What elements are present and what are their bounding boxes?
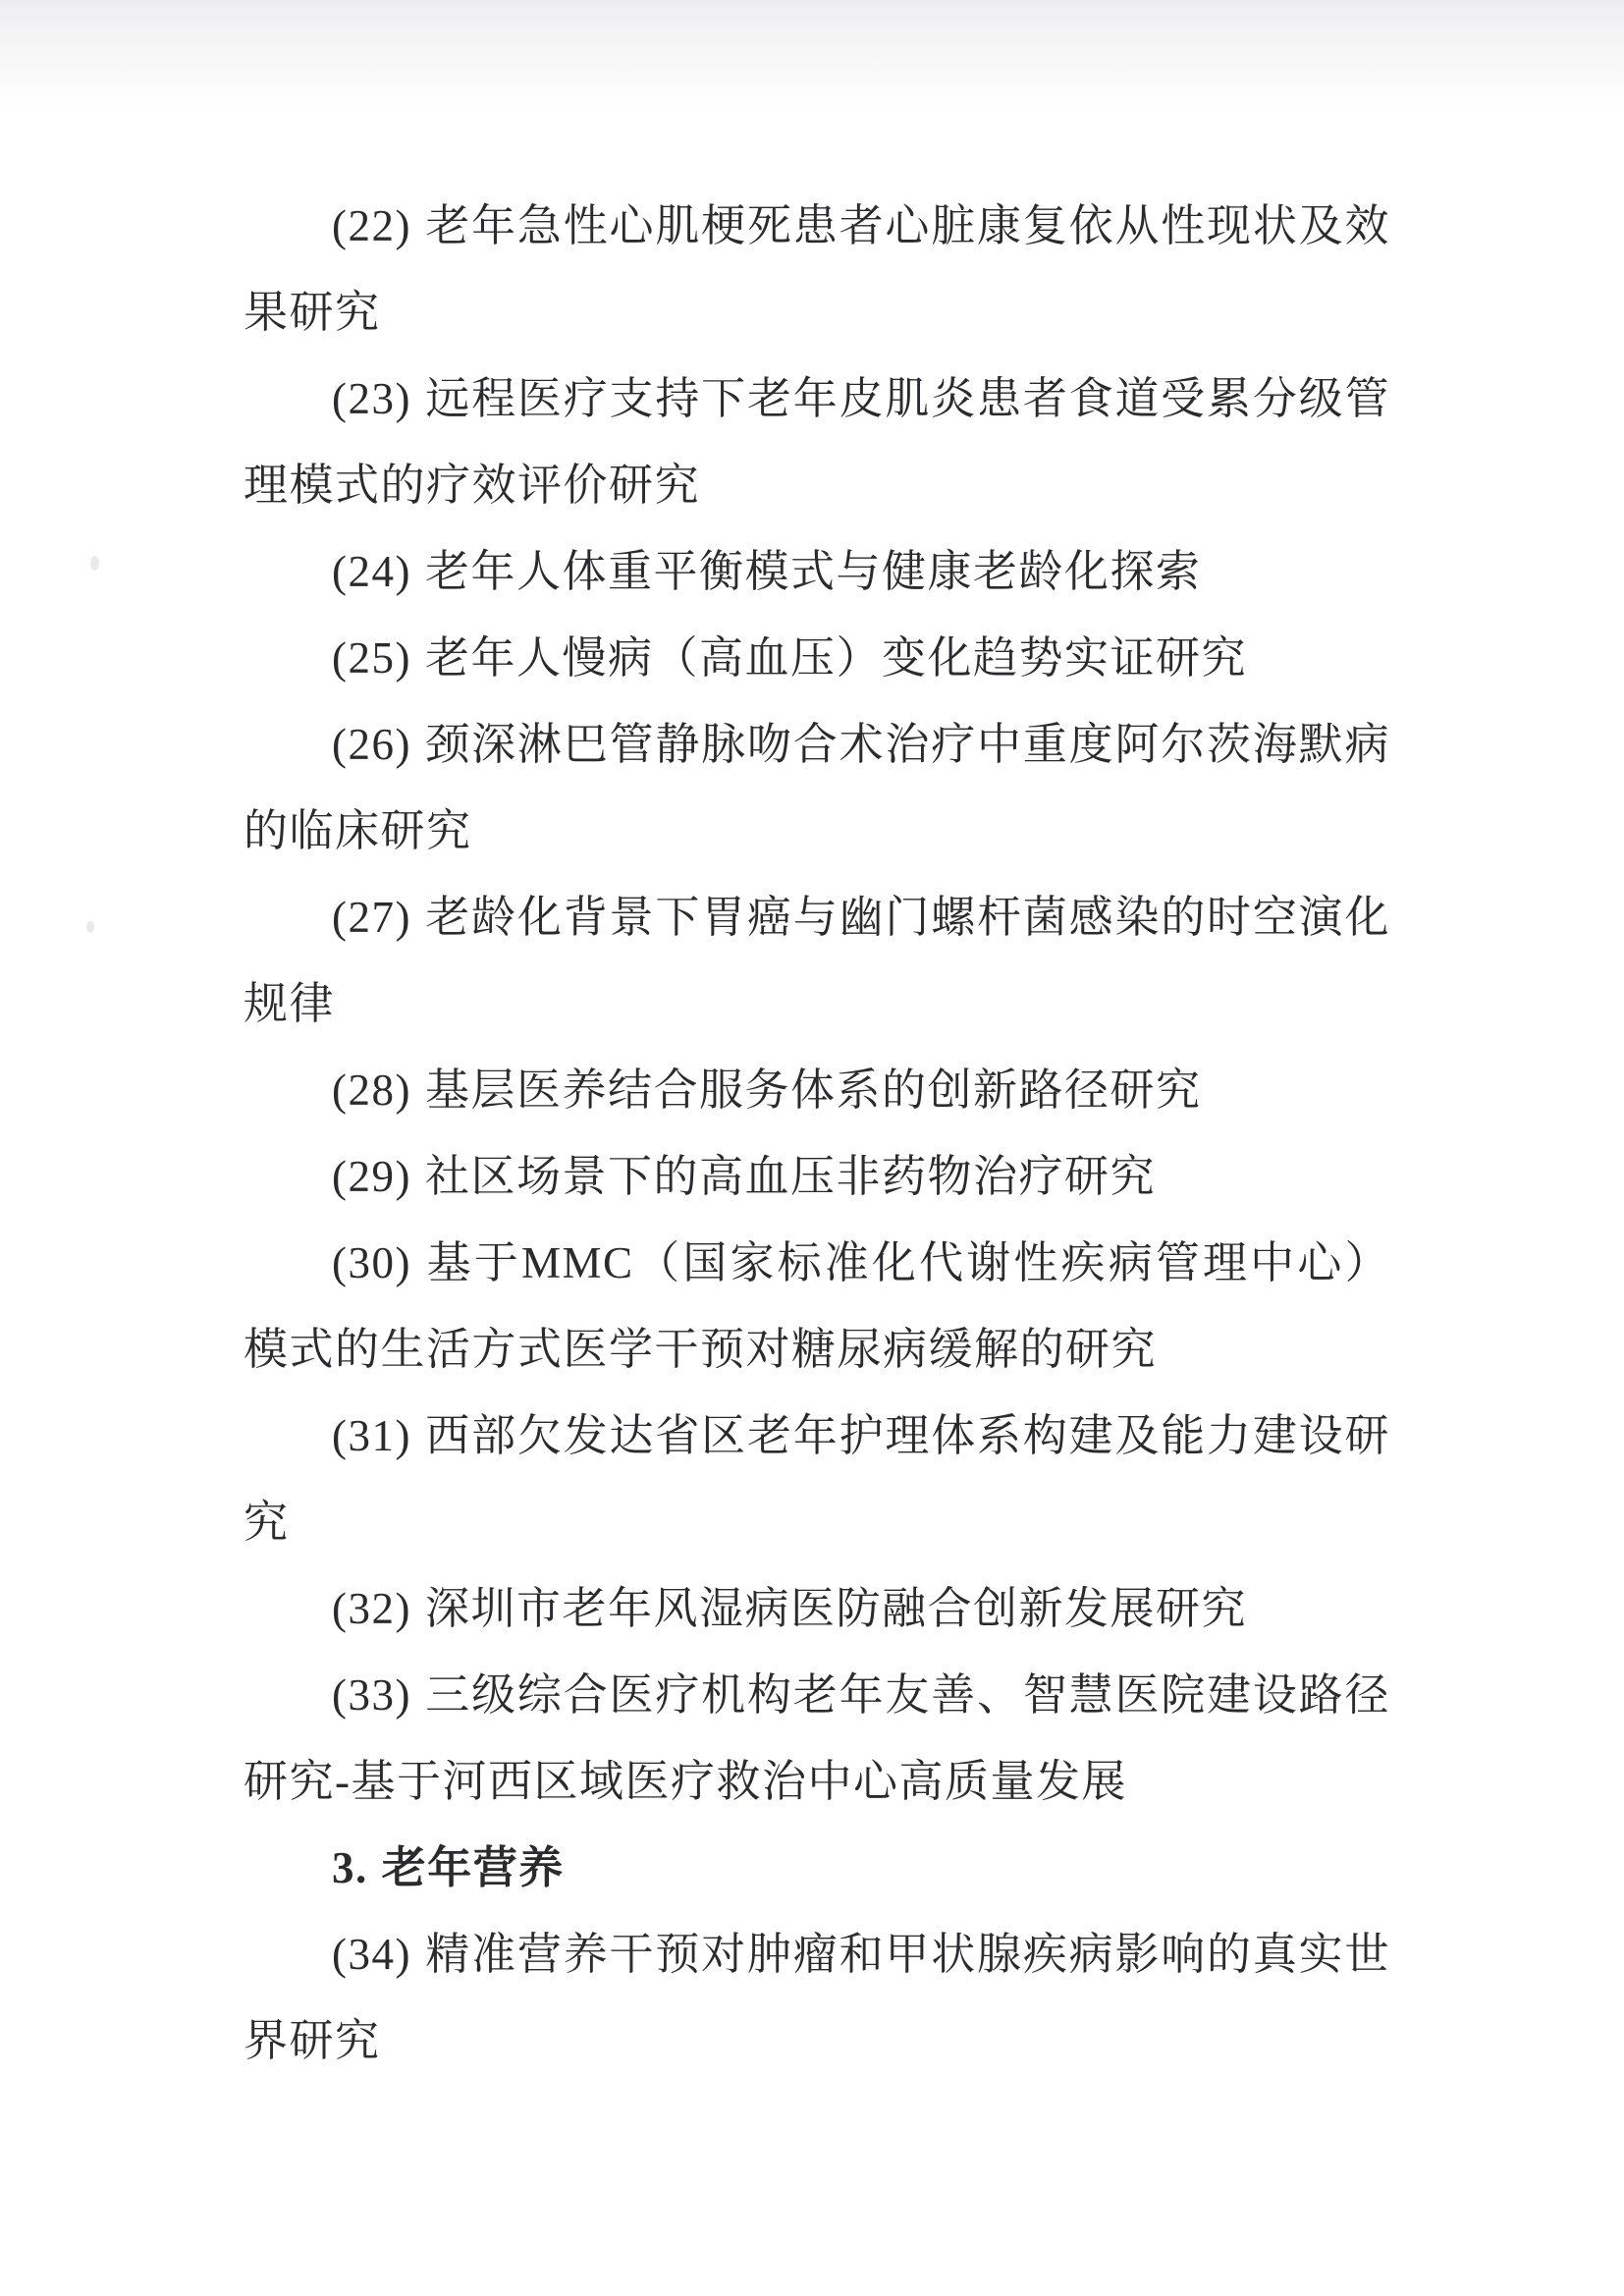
item-number: (22) [332,201,411,250]
item-text: 基层医养结合服务体系的创新路径研究 [424,1066,1202,1115]
research-item-28 [244,1047,1390,1133]
item-number: (28) [332,1066,411,1115]
research-item-22 [244,183,1390,355]
research-item-25 [244,615,1390,701]
scan-shading-top [0,0,1624,113]
item-text: 三级综合医疗机构老年友善、智慧医院建设路径研究-基于河西区域医疗救治中心高质量发展 [244,1670,1390,1806]
item-text: 精准营养干预对肿瘤和甲状腺疾病影响的真实世界研究 [244,1930,1390,2065]
research-item-32 [244,1565,1390,1652]
scan-speck [86,921,94,933]
item-number: (24) [332,547,411,596]
item-text: 远程医疗支持下老年皮肌炎患者食道受累分级管理模式的疗效评价研究 [244,374,1390,510]
research-item-26 [244,701,1390,874]
research-item-23 [244,355,1390,528]
item-number: (33) [332,1670,411,1720]
item-text: 深圳市老年风湿病医防融合创新发展研究 [424,1584,1247,1633]
item-number: (26) [332,720,411,769]
item-number: (29) [332,1152,411,1201]
item-number: (31) [332,1411,411,1460]
section-title: 老年营养 [381,1843,565,1892]
item-text: 老年人慢病（高血压）变化趋势实证研究 [424,633,1247,683]
item-number: (34) [332,1930,411,1979]
item-text: 社区场景下的高血压非药物治疗研究 [424,1152,1156,1201]
item-text: 颈深淋巴管静脉吻合术治疗中重度阿尔茨海默病的临床研究 [244,720,1390,855]
item-number: (32) [332,1584,411,1633]
item-number: (27) [332,893,411,942]
item-text: 基于MMC（国家标准化代谢性疾病管理中心）模式的生活方式医学干预对糖尿病缓解的研究 [244,1238,1390,1374]
research-item-30 [244,1220,1390,1393]
research-item-27 [244,874,1390,1047]
research-item-29 [244,1133,1390,1220]
research-item-31 [244,1393,1390,1565]
item-number: (25) [332,633,411,683]
research-item-34 [244,1911,1390,2084]
item-number: (30) [332,1238,411,1287]
item-text: 老龄化背景下胃癌与幽门螺杆菌感染的时空演化规律 [244,893,1390,1028]
research-item-24 [244,528,1390,615]
research-item-33 [244,1652,1390,1825]
item-number: (23) [332,374,411,423]
section-heading-elderly-nutrition [244,1825,1390,1911]
document-page [244,183,1390,2084]
item-text: 老年急性心肌梗死患者心脏康复依从性现状及效果研究 [244,201,1390,337]
section-number: 3. [332,1843,368,1892]
item-text: 老年人体重平衡模式与健康老龄化探索 [424,547,1202,596]
item-text: 西部欠发达省区老年护理体系构建及能力建设研究 [244,1411,1390,1547]
scan-speck [90,556,99,571]
